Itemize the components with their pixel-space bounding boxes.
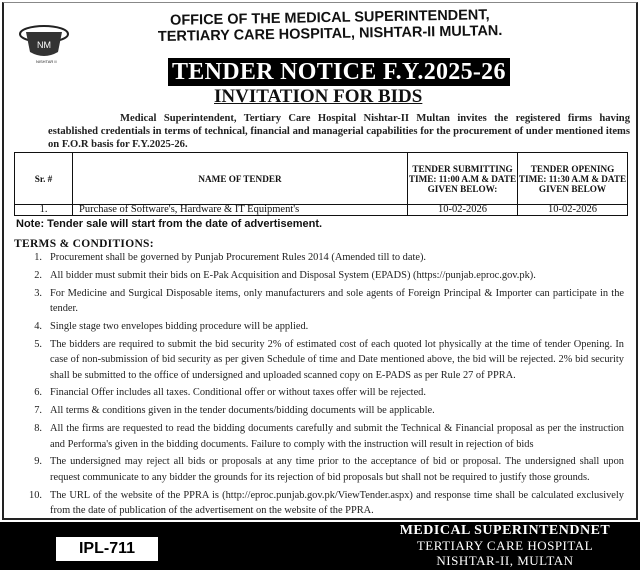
term-number: 4.	[34, 320, 42, 332]
signature-block	[370, 522, 640, 568]
term-text: The undersigned may reject all bids or proposals at any time prior to the acceptance of bid or proposal. The undersigned shall upon request communicate to any bidder the grounds for its rejection of bid proposals but shall not be required to justify those grounds.	[50, 456, 624, 483]
term-number: 3.	[34, 287, 42, 299]
table-header-row	[15, 153, 628, 205]
notice-title: TENDER NOTICE F.Y.2025-26	[168, 58, 510, 86]
terms-heading: TERMS & CONDITIONS:	[14, 238, 154, 250]
list-item	[10, 286, 624, 317]
term-number: 7.	[34, 405, 42, 417]
col-submitting: TENDER SUBMITTING TIME: 11:00 A.M & DATE GIVEN BELOW:	[408, 153, 518, 205]
term-text: All the firms are requested to read the bidding documents carefully and submit the Technical & Financial proposal as per the instruction and Performa's given in the bidding documents. Failure to comply with the instruction will result in rejection of bids	[50, 423, 624, 450]
list-item	[10, 319, 624, 335]
intro-paragraph	[48, 112, 630, 151]
office-line1: OFFICE OF THE MEDICAL SUPERINTENDENT,	[169, 7, 490, 29]
term-text: All terms & conditions given in the tender documents/bidding documents will be applicable.	[50, 405, 435, 417]
list-item	[10, 454, 624, 485]
col-sr: Sr. #	[15, 153, 73, 205]
cell-submit-date: 10-02-2026	[408, 205, 518, 216]
col-name: NAME OF TENDER	[73, 153, 408, 205]
list-item	[10, 385, 624, 401]
term-number: 9.	[34, 456, 42, 468]
hospital-logo-icon	[16, 18, 72, 64]
svg-text:NM: NM	[37, 40, 51, 50]
term-text: The URL of the website of the PPRA is (http://eproc.punjab.gov.pk/ViewTender.aspx) and response time shall be calculated exclusively from the date of publication of the advertisement on the website of the PPRA.	[50, 489, 624, 517]
list-item	[10, 268, 624, 284]
list-item	[10, 337, 624, 384]
ipl-code: IPL-711	[56, 537, 158, 561]
list-item	[10, 403, 624, 419]
cell-name: Purchase of Software's, Hardware & IT Equipment's	[73, 205, 408, 216]
list-item	[10, 250, 624, 266]
term-number: 10.	[29, 489, 42, 501]
list-item	[10, 421, 624, 452]
terms-list	[10, 250, 624, 521]
intro-text: Medical Superintendent, Tertiary Care Hospital Nishtar-II Multan invites the registered firms having established credentials in terms of technical, financial and managerial capabilities for the procurement of under mentioned items on F.O.R basis for F.Y.2025-26.	[48, 113, 630, 150]
term-text: All bidder must submit their bids on E-Pak Acquisition and Disposal System (EPADS) (https://punjab.eproc.gov.pk).	[50, 269, 536, 281]
term-number: 2.	[34, 269, 42, 281]
table-row	[15, 205, 628, 216]
term-text: Financial Offer includes all taxes. Conditional offer or without taxes offer will be rejected.	[50, 387, 426, 399]
cell-open-date: 10-02-2026	[518, 205, 628, 216]
office-heading	[150, 7, 511, 45]
office-line2: TERTIARY CARE HOSPITAL, NISHTAR-II MULTAN.	[157, 22, 503, 46]
term-text: Single stage two envelopes bidding procedure will be applied.	[50, 320, 309, 332]
term-number: 6.	[34, 387, 42, 399]
term-number: 1.	[34, 252, 42, 263]
cell-sr: 1.	[15, 205, 73, 216]
term-text: The bidders are required to submit the bid security 2% of estimated cost of each quoted lot physically at the time of tender Opening. In case of non-submission of bid security as per given Schedule of time and Date mentioned above, the bid will be rejected. 2% bid security shall be submitted to the office of undersigned and uploaded scanned copy on E-PADS as per Rule 27 of PPRA.	[50, 338, 624, 381]
sig-location: NISHTAR-II, MULTAN	[436, 553, 574, 568]
term-number: 8.	[34, 423, 42, 435]
term-text: For Medicine and Surgical Disposable items, only manufacturers and sole agents of Foreign Principal & Importer can participate in the tender.	[50, 287, 624, 315]
tender-table	[14, 152, 628, 216]
term-text: Procurement shall be governed by Punjab Procurement Rules 2014 (Amended till to date).	[50, 252, 426, 263]
invitation-subtitle: INVITATION FOR BIDS	[214, 86, 423, 107]
sig-hospital: TERTIARY CARE HOSPITAL	[416, 538, 594, 553]
list-item	[10, 488, 624, 519]
col-opening: TENDER OPENING TIME: 11:30 A.M & DATE GIVEN BELOW	[518, 153, 628, 205]
sig-title: MEDICAL SUPERINTENDNET	[399, 523, 611, 538]
term-number: 5.	[34, 338, 42, 350]
sale-note: Note: Tender sale will start from the date of advertisement.	[16, 218, 323, 230]
svg-text:NISHTAR II: NISHTAR II	[36, 59, 57, 64]
